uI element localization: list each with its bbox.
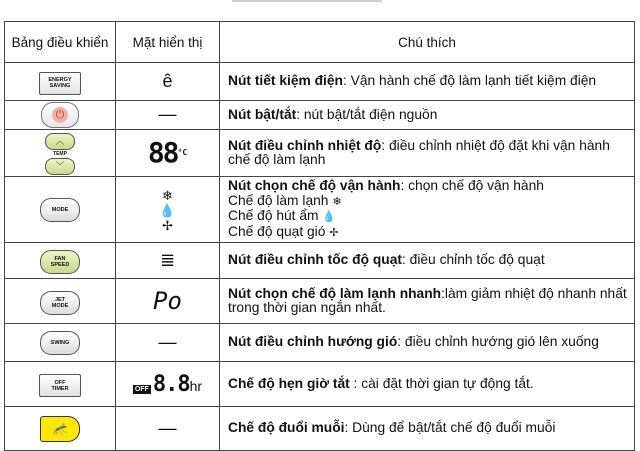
mode-fan-label: Chế độ quạt gió (228, 223, 326, 239)
note-title: Chế độ đuổi muỗi (228, 420, 345, 436)
snowflake-icon: ❄ (162, 187, 173, 203)
table-row (5, 407, 635, 451)
note-text: : Vận hành chế độ làm lạnh tiết kiệm điện (343, 73, 597, 89)
button-cell (5, 362, 116, 407)
button-cell (5, 101, 116, 130)
chevron-down-icon: ﹀ (45, 158, 75, 175)
note-cell (220, 177, 635, 243)
timer-display-icon (133, 372, 202, 397)
mosquito-button-icon (40, 416, 80, 442)
table-row (5, 362, 635, 407)
snowflake-icon: ❄ (332, 195, 342, 208)
note-text: : Dùng để bật/tắt chế độ đuổi muỗi (344, 420, 556, 436)
droplet-icon: 💧 (159, 202, 176, 218)
table-row (5, 101, 635, 130)
display-cell (116, 407, 220, 451)
mode-cool-label: Chế độ làm lạnh (228, 192, 329, 208)
display-cell (116, 130, 220, 177)
button-cell (5, 279, 116, 324)
button-cell (5, 130, 116, 177)
button-cell (5, 63, 116, 101)
table-row (5, 243, 635, 279)
temperature-display-icon: $88^{^\circ C}$ (147, 136, 188, 169)
temp-label: TEMP (53, 151, 67, 157)
button-cell (5, 407, 116, 451)
note-title: Nút điều chỉnh hướng gió (228, 334, 398, 350)
jet-mode-button-icon: JET MODE (40, 291, 80, 315)
table-row (5, 130, 635, 177)
note-text: : điều chỉnh hướng gió lên xuống (397, 334, 599, 350)
fan-speed-display-icon: ≣ (159, 249, 176, 270)
note-text: : nút bật/tắt điện nguồn (296, 106, 438, 122)
note-title: Nút bật/tắt (228, 106, 297, 122)
mode-display-icons (159, 188, 175, 233)
note-cell (220, 407, 635, 451)
note-cell (220, 243, 635, 279)
header-row (5, 22, 635, 63)
note-cell (220, 324, 635, 362)
note-title: Nút chọn chế độ làm lạnh nhanh (228, 285, 442, 301)
header-display: Mặt hiển thị (116, 22, 220, 63)
note-cell (220, 130, 635, 177)
note-title: Nút điều chỉnh nhiệt độ (228, 137, 382, 153)
note-title: Nút điều chỉnh tốc độ quạt (228, 252, 402, 268)
note-title: Nút chọn chế độ vận hành (228, 178, 401, 193)
table-row (5, 63, 635, 101)
note-text: :làm giảm nhiệt độ nhanh nhất trong thời gian ngắn nhất. (228, 285, 627, 315)
note-title: Nút tiết kiệm điện (228, 73, 343, 89)
temp-up-down-button-icon (45, 133, 75, 175)
power-icon: ⏻ (52, 107, 68, 123)
table-row (5, 324, 635, 362)
fan-icon: ✢ (329, 226, 339, 239)
control-legend-table (4, 21, 635, 451)
display-cell (116, 362, 220, 407)
no-display-dash: — (158, 417, 177, 438)
note-cell (220, 63, 635, 101)
jet-mode-display-icon: Po (153, 286, 182, 315)
note-text: : điều chỉnh tốc độ quạt (401, 252, 545, 268)
power-button-icon (41, 102, 79, 128)
no-display-dash: — (158, 104, 177, 124)
mode-dry-label: Chế độ hút ẩm (228, 208, 319, 223)
note-cell (220, 362, 635, 407)
display-cell (116, 279, 220, 324)
energy-saving-button-icon: ENERGY SAVING (39, 72, 81, 95)
display-cell (116, 101, 220, 130)
note-text: : điều chỉnh nhiệt độ đặt khi vận hành chế độ làm lạnh (228, 137, 610, 167)
no-display-dash: — (158, 331, 177, 352)
note-title: Chế độ hẹn giờ tắt (228, 375, 350, 391)
droplet-icon: 💧 (322, 211, 337, 223)
table-row (5, 279, 635, 324)
button-cell (5, 324, 116, 362)
table-row (5, 177, 635, 243)
note-text: : cài đặt thời gian tự động tắt. (349, 375, 534, 391)
display-cell (116, 63, 220, 101)
header-notes: Chú thích (220, 22, 635, 63)
display-cell (116, 324, 220, 362)
chevron-up-icon: ︿ (45, 133, 75, 150)
mosquito-icon: 🦟 (51, 420, 69, 436)
display-cell (116, 177, 220, 243)
fan-icon: ✢ (162, 217, 173, 233)
note-cell (220, 101, 635, 130)
mode-button-icon: MODE (40, 198, 80, 222)
display-cell (116, 243, 220, 279)
note-cell (220, 279, 635, 324)
button-cell (5, 177, 116, 243)
off-badge: OFF (134, 385, 149, 393)
off-timer-button-icon: OFF TIMER (39, 374, 81, 397)
energy-saving-display-icon: ê (162, 70, 173, 91)
fan-speed-button-icon: FAN SPEED (40, 250, 80, 274)
note-text: : chọn chế độ vận hành (400, 178, 544, 193)
swing-button-icon: SWING (40, 331, 80, 355)
timer-unit: hr (189, 377, 203, 394)
button-cell (5, 243, 116, 279)
timer-digits: 8.8 (152, 371, 190, 397)
header-control-panel: Bảng điều khiển (5, 22, 116, 63)
top-divider (232, 0, 382, 2)
